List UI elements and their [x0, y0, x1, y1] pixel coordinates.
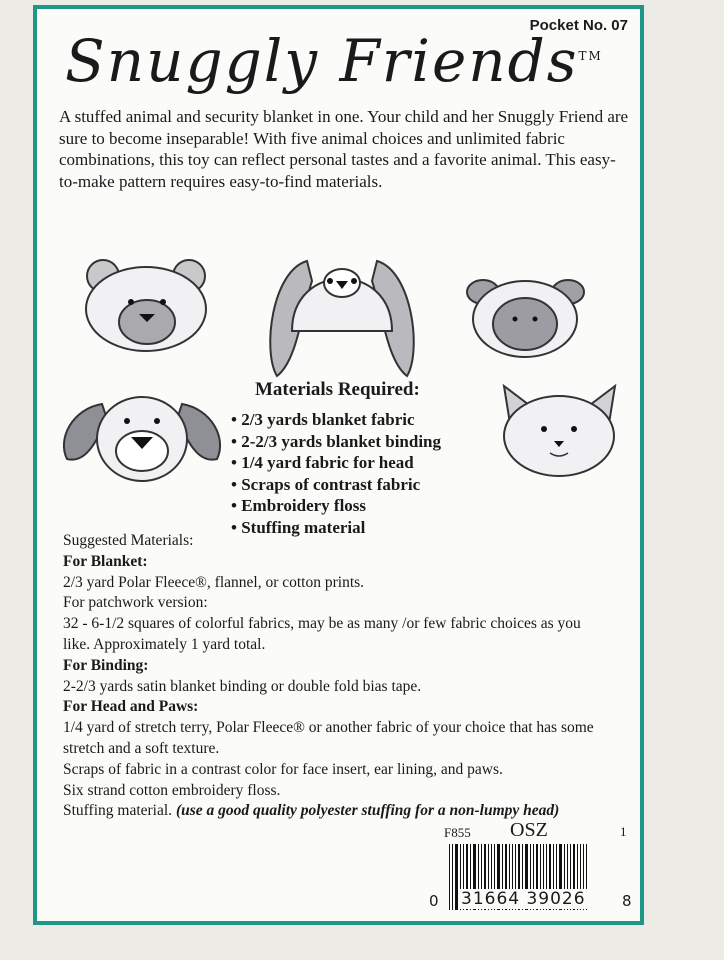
head-line: stretch and a soft texture.	[63, 739, 220, 757]
suggested-heading: Suggested Materials:	[63, 532, 194, 549]
head-line: Six strand cotton embroidery floss.	[63, 781, 281, 799]
pocket-number: Pocket No. 07	[529, 17, 628, 34]
blanket-line: 2/3 yard Polar Fleece®, flannel, or cotton prints.	[63, 573, 365, 591]
barcode-bar	[455, 844, 458, 910]
dog-head-illustration	[57, 389, 227, 489]
upc-left-digit: 0	[429, 892, 439, 910]
materials-item: • Embroidery floss	[231, 496, 367, 515]
upc-digits: 31664 39026	[461, 889, 586, 909]
pattern-code: F855	[444, 825, 471, 840]
title-text: Snuggly Friends	[65, 27, 579, 95]
head-line: Scraps of fabric in a contrast color for face insert, ear lining, and paws.	[63, 760, 503, 778]
head-line: 1/4 yard of stretch terry, Polar Fleece® or another fabric of your choice that has some	[63, 719, 594, 737]
materials-item: • 2/3 yards blanket fabric	[231, 410, 415, 429]
size-code: OSZ	[510, 819, 548, 841]
stuffing-text: Stuffing material.	[63, 802, 173, 820]
materials-item: • Stuffing material	[231, 517, 366, 537]
lamb-head-illustration	[463, 264, 588, 364]
cat-head-illustration	[492, 381, 627, 481]
materials-item: • Scraps of contrast fabric	[231, 474, 421, 494]
materials-item: • 1/4 yard fabric for head	[231, 453, 414, 472]
trademark: TM	[578, 49, 603, 63]
bunny-head-illustration	[252, 251, 432, 381]
materials-list	[231, 409, 441, 538]
product-title	[65, 27, 603, 95]
blanket-line: 32 - 6-1/2 squares of colorful fabrics, may be as many /or few fabric choices as you	[63, 615, 581, 633]
barcode-bar	[449, 844, 450, 910]
bear-head-illustration	[81, 254, 211, 354]
stuffing-note: (use a good quality polyester stuffing for a non-lumpy head)	[175, 802, 560, 820]
blanket-line: For patchwork version:	[63, 594, 208, 612]
suggested-materials	[63, 531, 633, 822]
barcode-bar	[452, 844, 453, 910]
materials-item: • 2-2/3 yards blanket binding	[231, 431, 442, 451]
blanket-line: like. Approximately 1 yard total.	[63, 635, 266, 653]
pattern-back-panel	[33, 5, 644, 925]
head-paws-label: For Head and Paws:	[63, 698, 199, 716]
materials-heading: Materials Required:	[255, 379, 420, 400]
intro-paragraph: A stuffed animal and security blanket in one. Your child and her Snuggly Friend are sure to become inseparable! With five animal choices and unlimited fabric combinations, this toy can reflect personal tastes and a favorite animal. This easy- to-make pattern requires easy-to-find materials.	[59, 107, 629, 191]
page-number: 1	[620, 824, 627, 839]
blanket-label: For Blanket:	[63, 552, 148, 570]
binding-line: 2-2/3 yards satin blanket binding or double fold bias tape.	[63, 677, 422, 695]
binding-label: For Binding:	[63, 656, 149, 674]
upc-right-digit: 8	[622, 892, 632, 910]
